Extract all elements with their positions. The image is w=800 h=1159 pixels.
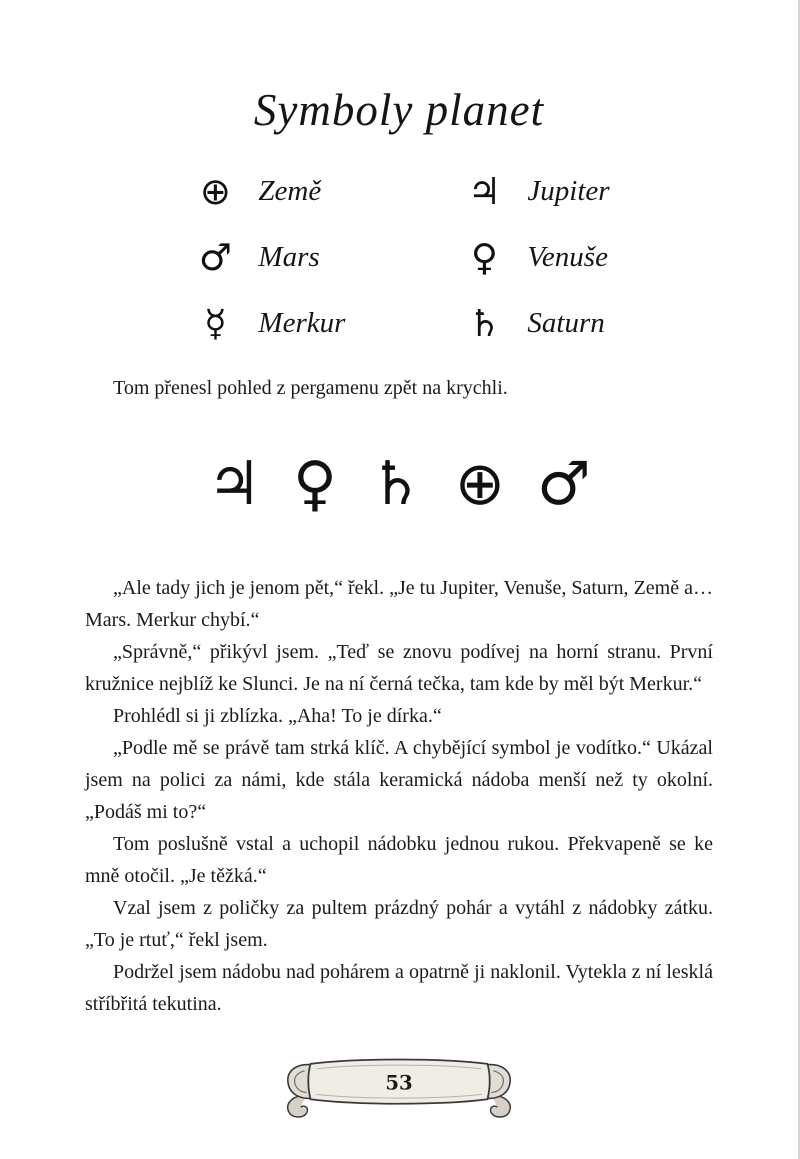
- story-paragraph: Tom poslušně vstal a uchopil nádobku jednou rukou. Překvapeně se ke mně otočil. „Je těžká.“: [85, 833, 713, 888]
- scroll-banner-icon: [281, 1051, 517, 1124]
- symbol-column-right: [457, 158, 609, 356]
- symbol-label-saturn: Saturn: [527, 306, 605, 339]
- symbol-entry-earth: [188, 158, 345, 224]
- venus-icon: ♀: [292, 449, 337, 520]
- jupiter-icon: ♃: [467, 169, 501, 213]
- saturn-icon: ♄: [467, 301, 501, 345]
- planet-symbol-table: [0, 158, 798, 356]
- mars-icon: ♂: [537, 449, 591, 520]
- symbol-label-mercury: Merkur: [258, 306, 346, 339]
- symbol-entry-mars: [188, 224, 345, 290]
- page-title: Symboly planet: [253, 85, 545, 135]
- story-paragraph: Prohlédl si ji zblízka. „Aha! To je dírka.“: [113, 705, 442, 728]
- page-number-banner: [281, 1051, 517, 1129]
- jupiter-icon: ♃: [207, 449, 261, 520]
- symbol-label-mars: Mars: [258, 240, 320, 273]
- story-paragraph: Podržel jsem nádobu nad pohárem a opatrně ji naklonil. Vytekla z ní lesklá stříbřitá tekutina.: [85, 961, 713, 1016]
- mercury-icon: ☿: [204, 301, 227, 345]
- cube-symbol-row: [0, 440, 798, 528]
- story-paragraph: „Správně,“ přikývl jsem. „Teď se znovu podívej na horní stranu. První kružnice nejblíž ke Slunci. Je na ní černá tečka, tam kde by měl být Merkur.“: [85, 641, 713, 696]
- saturn-icon: ♄: [368, 449, 423, 520]
- mars-icon: ♂: [198, 235, 232, 279]
- story-paragraph: „Ale tady jich je jenom pět,“ řekl. „Je tu Jupiter, Venuše, Saturn, Země a… Mars. Merkur chybí.“: [85, 577, 713, 632]
- symbol-entry-venus: [457, 224, 609, 290]
- story-text: [85, 572, 713, 1020]
- story-paragraph: „Podle mě se právě tam strká klíč. A chybějící symbol je vodítko.“ Ukázal jsem na polici za námi, kde stála keramická nádoba menší než ty okolní. „Podáš mi to?“: [85, 737, 713, 824]
- story-paragraph: Vzal jsem z poličky za pultem prázdný pohár a vytáhl z nádobky zátku. „To je rtuť,“ řekl jsem.: [85, 897, 713, 952]
- symbol-entry-mercury: [188, 290, 345, 356]
- venus-icon: ♀: [470, 235, 498, 279]
- symbol-entry-saturn: [457, 290, 609, 356]
- symbol-label-jupiter: Jupiter: [527, 174, 610, 207]
- symbol-entry-jupiter: [457, 158, 609, 224]
- symbol-label-venus: Venuše: [527, 240, 608, 273]
- earth-icon: ⊕: [199, 169, 231, 213]
- page-number: 53: [385, 1071, 413, 1095]
- intro-paragraph: Tom přenesl pohled z pergamenu zpět na krychli.: [113, 377, 508, 399]
- symbol-column-left: [188, 158, 345, 356]
- symbol-label-earth: Země: [258, 174, 322, 207]
- earth-icon: ⊕: [454, 449, 506, 520]
